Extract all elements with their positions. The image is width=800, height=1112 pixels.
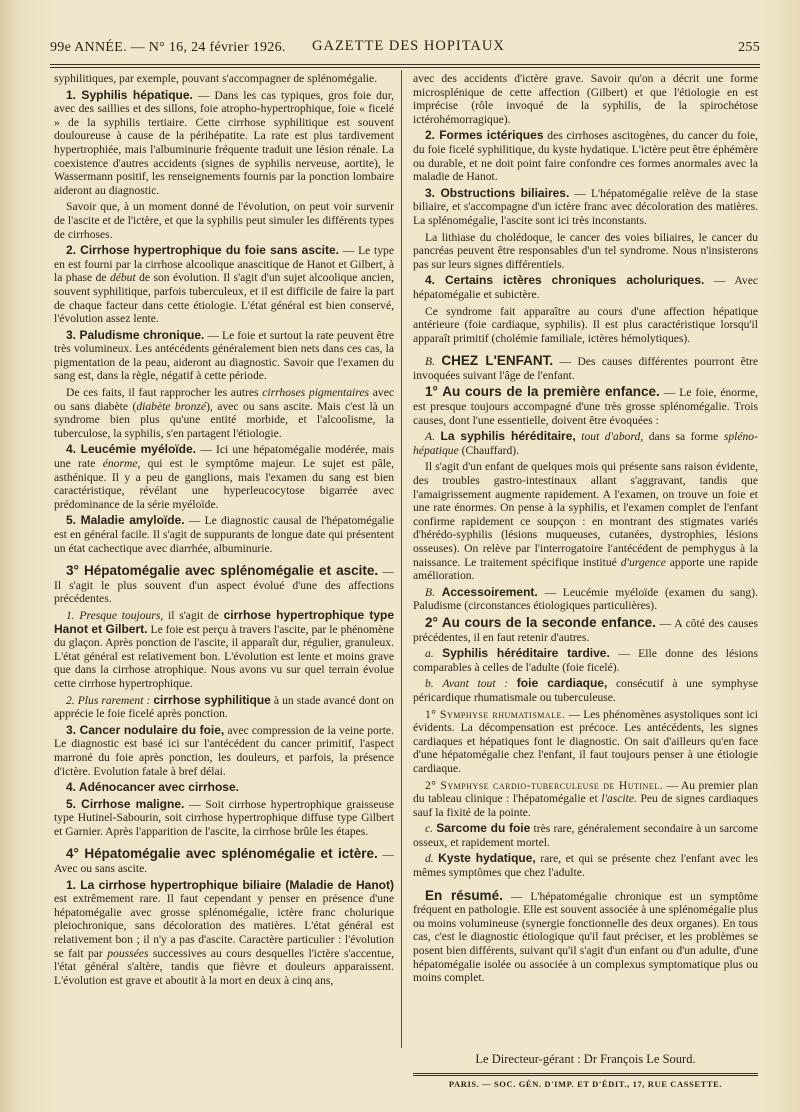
paragraph-text: — Soit cirrhose hypertrophique graisseuse type Hutinel-Sabourin, soit cirrhose hypertrophique diffuse type Gilbert et Garnier. Après l'apparition de l'ascite, la cirrhose brûle les étapes. [54,797,394,838]
subsection-heading: 1° Symphyse rhumatismale. [425,707,566,721]
header-rule-double [50,67,760,68]
journal-title: GAZETTE DES HOPITAUX [312,38,505,54]
major-heading: 2° Au cours de la seconde enfance. [425,614,656,630]
right-column [413,72,758,988]
paragraph-text: — Le foie, énorme, est presque toujours accompagné d'une très grosse splénomégalie. Trois causes, dont l'une essentielle, doivent être évoquées : [413,386,758,427]
paragraph-text: — L'hépatomégalie chronique est un symptôme fréquent en pathologie. Elle est souvent associée à une splénomégalie plus ou moins volumineuse (synergie fonctionnelle des deux organes). En tous cas, c'est le diagnostic étiologique qu'il faut préciser, et les problèmes se posent bien différents, suivant qu'il s'agit d'un enfant ou d'un adulte, d'une hépatomégalie isolée ou associée à un complexus symptomatique plus ou moins complet. [413,889,758,985]
paragraph [54,329,394,383]
paragraph [54,879,394,988]
issue-info: 99e ANNÉE. — N° 16, 24 février 1926. [50,40,286,55]
section-heading: 3. Paludisme chronique. [66,327,205,342]
paragraph-text: — Elle donne des lésions comparables à celles de l'adulte (foie ficelé). [413,647,758,674]
paragraph [413,586,758,613]
footer-rule-double [413,1075,758,1076]
paragraph [54,609,394,691]
section-heading: 1. La cirrhose hypertrophique biliaire (Maladie de Hanot) [66,877,394,892]
emphasis: tout d'abord, [581,430,644,444]
paragraph-text: avec ou sans diabète ( [54,386,394,413]
paragraph [54,443,394,511]
emphasis: poussées [107,946,149,960]
section-heading: Kyste hydatique, [438,851,536,866]
emphasis: spléno-hépatique [413,430,758,457]
section-heading: 5. Cirrhose maligne. [66,796,185,811]
subsection-heading: 2° Symphyse cardio-tuberculeuse de Hutinel. [425,778,664,792]
emphasis: l'ascite. [601,792,637,806]
paragraph-text: à un stade avancé dont on apprécie le foie ficelé après ponction. [54,693,394,721]
paragraph-text: consécutif à une symphyse péricardique rhumatismale ou tuberculeuse. [413,677,758,704]
left-column [54,72,394,990]
section-heading: foie cardiaque, [516,676,608,691]
section-letter: b. [425,677,434,691]
section-heading: 2. Cirrhose hypertrophique du foie sans ascite. [66,243,340,258]
section-letter: c. [425,822,434,836]
section-heading: 3. Cancer nodulaire du foie, [66,722,225,737]
paragraph [54,89,394,198]
paragraph-text: De ces faits, il faut rapprocher les autres [66,386,259,400]
paragraph [413,354,758,382]
emphasis: Avant tout : [442,677,509,691]
paragraph-text: — L'hépatomégalie relève de la stase biliaire, et s'accompagne d'un ictère franc avec décoloration des matières. La splénomégalie, l'ascite sont ici très inconstants. [413,186,758,227]
section-heading: 3. Obstructions biliaires. [425,185,570,200]
paragraph-text: — Le type en est fourni par la cirrhose alcoolique anascitique de Hanot et Gilbert, à la phase de [54,244,394,285]
paragraph [54,244,394,326]
section-letter: d. [425,852,434,866]
section-heading: 4. Adénocancer avec cirrhose. [66,780,239,795]
paragraph-text: — Au premier plan du tableau clinique : l'hépatomégalie et [413,778,758,806]
paragraph-text: rare, et qui se présente chez l'enfant avec les mêmes symptômes que chez l'adulte. [413,852,758,880]
paragraph [54,724,394,778]
section-heading: 5. Maladie amyloïde. [66,513,185,528]
paragraph-text: — Des causes différentes pourront être invoquées suivant l'âge de l'enfant. [413,355,758,382]
printer-imprint: PARIS. — SOC. GÉN. D'IMP. ET D'ÉDIT., 17, RUE CASSETTE. [448,1079,723,1089]
paragraph [54,847,394,875]
paragraph-text: très rare, généralement secondaire à un sarcome osseux, et rapidement mortel. [413,822,758,849]
paragraph-text: — Leucémie myéloïde (examen du sang). Paludisme (circonstances étiologiques particulières). [413,585,758,613]
section-heading: 4. Leucémie myéloïde. [66,442,196,457]
paragraph-text: — Le foie et surtout la rate peuvent être très volumineux. Les antécédents généralement bien nets dans ces cas, la pigmentation de la peau, aideront au diagnostic. Savoir que l'examen du sang est, dans la règle, négatif à cette période. [54,328,394,383]
paragraph [54,798,394,839]
paragraph: avec des accidents d'ictère grave. Savoir qu'on a décrit une forme microsplénique de cette affection (Gilbert) et que l'étiologie en est imprécise (rôle invoqué de la syphilis, de la spirochétose ictérohémorragique). [413,72,758,126]
column-divider [401,70,402,1048]
major-heading: 1° Au cours de la première enfance. [425,384,660,400]
paragraph-text: — Dans les cas typiques, gros foie dur, avec des saillies et des sillons, foie atropho-hypertrophique, foie « ficelé » de la syphilis tertiaire. Cette cirrhose syphilitique est souvent douloureuse à cause de la périhépatite. La rate est plus tardivement hypertrophiée, mais l'albuminurie fréquente traduit une lésion rénale. La coexistence d'autres accidents (signes de syphilis nerveuse, aortite), le Wassermann positif, les renseignements fournis par la ponction lombaire aideront au diagnostic. [54,88,394,197]
paragraph: syphilitiques, par exemple, pouvant s'accompagner de splénomégalie. [54,72,378,85]
emphasis: cirrhoses pigmentaires [262,386,370,400]
paragraph [413,889,758,985]
paragraph: Savoir que, à un moment donné de l'évolution, on peut voir survenir de l'ascite et de l'ictère, et que la syphilis peut simuler les différents types de cirrhoses. [54,200,394,241]
paragraph [413,460,758,582]
paragraph [413,852,758,879]
section-letter: B. [425,355,435,369]
emphasis: début [109,271,136,285]
header-rule [50,64,760,65]
major-heading: En résumé. [425,887,503,903]
paragraph [54,564,394,606]
paragraph-text: Il s'agit d'un enfant de quelques mois qui présente sans raison évidente, des troubles gastro-intestinaux allant s'aggravant, tandis que l'amaigrissement augmente rapidement. A l'examen, on trouve un foie et une rate énormes. On pense à la syphilis, et l'examen complet de l'enfant confirme rapidement ce soupçon : en montrant des stigmates variés d'hérédo-syphilis (lésions muqueuses, cutanées, dystrophies, lésions osseuses). On relève par l'interrogatoire l'antécédent de pemphygus à la naissance. Le traitement spécifique institué [413,460,758,569]
paragraph-text: Peu de signes cardiaques sauf la fixité de la pointe. [413,792,758,819]
paragraph-text: de son évolution. Il s'agit d'un sujet alcoolique ancien, souvent syphilitique, parfois tuberculeux, et il est difficile de faire la part de chaque facteur dans cette étiologie. L'état général est bien conservé, l'évolution assez lente. [54,271,394,326]
section-heading: Sarcome du foie [436,821,531,836]
section-heading: cirrhose hypertrophique type Hanot et Gilbert. [54,607,394,636]
paragraph-text: Le foie est perçu à travers l'ascite, par le phénomène du glaçon. Après ponction de l'ascite, il apparaît dur, régulier, granuleux. L'état général est relativement bon. L'évolution est lente et moins grave que dans la cirrhose atrophique. Nous avons vu sur quel terrain évolue cette cirrhose hypertrophique. [54,622,395,690]
paragraph-text: avec compression de la veine porte. Le diagnostic est basé ici sur l'antécédent du cancer primitif, l'aspect marroné du foie après ponction, les douleurs, et parfois, la présence d'ictère. Evolution fatale à bref délai. [54,723,394,778]
emphasis: diabète bronzé [136,399,207,413]
paragraph [413,708,758,776]
section-letter: B. [425,585,435,599]
paragraph-text: — Avec ou sans ascite. [54,848,394,876]
paragraph-text: — Les phénomènes asystoliques sont ici évidents. La décompensation est précoce. Les antécédents, les signes cardiaques et hépatiques font le diagnostic. On sait d'ailleurs qu'en face d'une hépatomégalie chez l'enfant, il faut toujours penser à une étiologie cardiaque. [413,707,758,775]
director-line: Le Directeur-gérant : Dr François Le Sourd. [475,1052,696,1066]
major-heading: 3° Hépatomégalie avec splénomégalie et ascite. [66,563,379,579]
page-header [50,36,760,58]
page-number: 255 [738,40,760,55]
paragraph [413,187,758,228]
emphasis: d'urgence [620,555,666,569]
paragraph-text: qui est le symptôme majeur. Le sujet est pâle, asthénique. Il y a peu de ganglions, mais l'examen du sang est bien caractéristique, révélant une hyperleucocytose bigarrée avec prédominance de la série myéloïde. [54,457,394,511]
paragraph [413,385,758,427]
paragraph-text: apporte une rapide amélioration. [413,555,758,583]
paragraph [54,386,394,440]
paragraph-text: il s'agit de [168,608,219,622]
section-heading: 2. Formes ictériques [425,128,544,143]
emphasis: 2. Plus rarement : [66,693,151,707]
section-heading: cirrhose syphilitique [153,692,271,707]
section-letter: A. [425,430,435,444]
paragraph-text: — A côté des causes précédentes, il en faut retenir d'autres. [413,616,758,644]
paragraph [413,616,758,644]
paragraph [413,274,758,301]
paragraph-text: successives au cours desquelles l'ictère s'accentue, l'état général s'altère, tandis que fièvre et douleurs apparaissent. L'évolution est grave et aboutit à la mort en deux à cinq ans, [54,946,395,987]
paragraph-text: — Il s'agit le plus souvent d'un aspect évolué d'une des affections précédentes. [54,565,394,606]
major-heading: CHEZ L'ENFANT. [441,353,554,369]
paragraph-text: — Le diagnostic causal de l'hépatomégalie est en général facile. Il s'agit de suppurants de longue date qui présentent un état cachectique avec diarrhée, albuminurie. [54,514,394,555]
paragraph-text: — Ici une hépatomégalie modérée, mais une rate [54,443,395,471]
paragraph-text: ), avec ou sans ascite. Mais c'est là un syndrome bien plus qu'une entité morbide, et l'alcoolisme, la tuberculose, la syphilis, s'en partagent l'étiologie. [54,399,394,440]
paragraph-text: dans sa forme [648,430,719,444]
paragraph: La lithiase du cholédoque, le cancer des voies biliaires, le cancer du pancréas peuvent être responsables d'un tel syndrome. Nous n'insisterons pas sur leurs signes différentiels. [413,230,758,271]
paragraph [413,430,758,457]
paragraph [413,822,758,849]
section-heading: Syphilis héréditaire tardive. [442,646,610,661]
paragraph [413,779,758,820]
paragraph [54,694,394,721]
footer-rule [413,1073,758,1074]
paragraph [413,129,758,183]
section-heading: Accessoirement. [441,584,538,599]
paragraph: Ce syndrome fait apparaître au cours d'une affection hépatique antérieure (foie cardiaque, syphilis). Il est plus caractéristique lorsqu'il apparaît primitif (cholémie familiale, ictères hémolytiques). [413,304,758,345]
paragraph-text: — Avec hépatomégalie et subictère. [413,274,758,301]
section-heading: La syphilis héréditaire, [440,429,576,444]
section-letter: a. [425,647,434,661]
paragraph [413,677,758,704]
paragraph-text: est extrêmement rare. Il faut cependant y penser en présence d'une hépatomégalie avec grosse splénomégalie, ictère franc cholurique pleiochronique, sans décoloration des matières. L'état général est relativement bon ; il n'y a pas d'ascite. Caractère particulier : l'évolution se fait par [54,892,394,960]
paragraph [54,781,394,795]
paragraph-text: des cirrhoses ascitogènes, du cancer du foie, du foie ficelé syphilitique, du kyste hydatique. L'ictère peut être éphémère ou durable, et ne doit point faire confondre ces formes anormales avec la maladie de Hanot. [413,129,759,184]
paragraph-text: (Chauffard). [461,443,520,457]
section-heading: 4. Certains ictères chroniques acholuriques. [425,273,705,288]
paragraph [413,647,758,674]
major-heading: 4° Hépatomégalie avec splénomégalie et ictère. [66,846,378,862]
section-heading: 1. Syphilis hépatique. [66,87,193,102]
emphasis: énorme, [102,457,141,471]
emphasis: 1. Presque toujours, [66,608,164,622]
paragraph [54,514,394,555]
